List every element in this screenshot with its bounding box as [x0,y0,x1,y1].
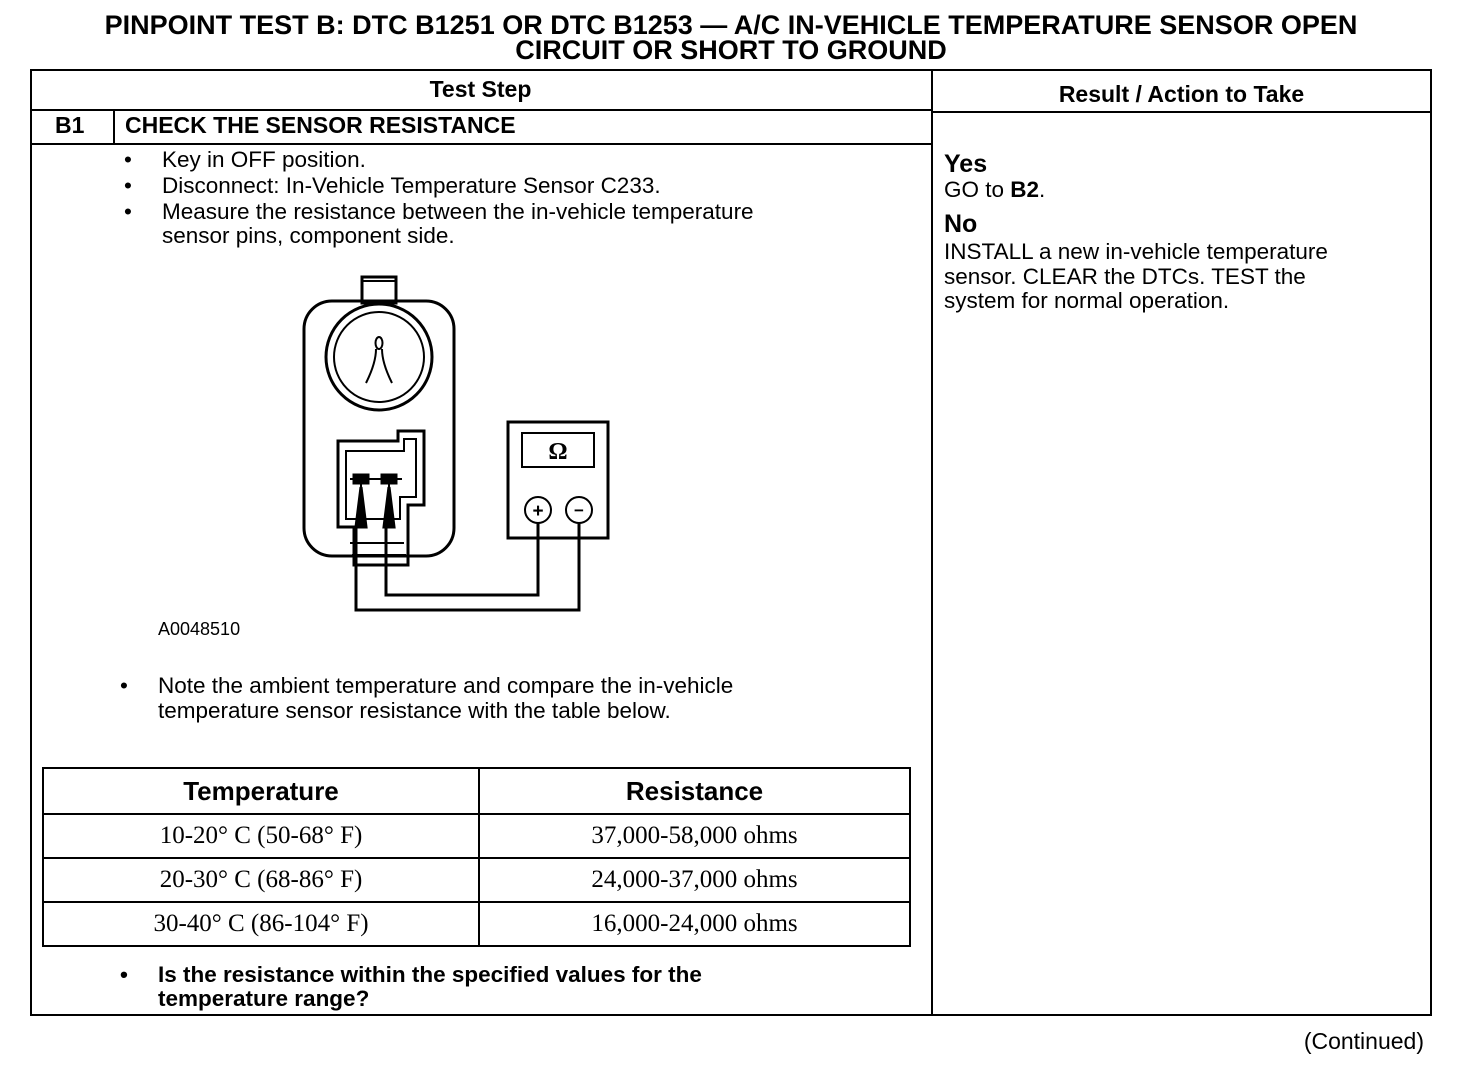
header-divider-left [30,109,931,111]
ohm-icon: Ω [548,439,568,465]
result-no-line: INSTALL a new in-vehicle temperature [944,239,1328,264]
instruction-text: temperature sensor resistance with the table below. [158,698,671,723]
instruction-text: Disconnect: In-Vehicle Temperature Sensor C233. [162,173,661,198]
table-row [43,902,910,946]
instruction-text: Note the ambient temperature and compare the in-vehicle [158,673,734,698]
page-title-line-2: CIRCUIT OR SHORT TO GROUND [515,35,947,65]
figure-label: A0048510 [158,619,241,639]
result-header: Result / Action to Take [1058,81,1305,107]
plus-icon: + [532,501,544,522]
temperature-header: Temperature [43,768,479,814]
table-row [43,858,910,902]
temperature-cell: 10-20° C (50-68° F) [43,814,479,858]
question-text: Is the resistance within the specified values for the [158,962,702,987]
step-title: CHECK THE SENSOR RESISTANCE [125,112,516,138]
probe-positive [356,487,366,527]
test-step-header: Test Step [429,76,532,102]
resistance-cell: 16,000-24,000 ohms [479,902,910,946]
result-no-line: sensor. CLEAR the DTCs. TEST the [944,264,1306,289]
sensor-dial [326,304,432,410]
page-title-line-1: PINPOINT TEST B: DTC B1251 OR DTC B1253 — A/C IN-VEHICLE TEMPERATURE SENSOR OPEN [104,10,1358,40]
instruction-text: Measure the resistance between the in-vehicle temperature [162,199,754,224]
bullet: • [120,962,128,987]
step-id-divider [113,109,115,145]
result-yes-prefix: GO to [944,177,1011,202]
minus-icon: − [574,501,584,520]
resistance-cell: 37,000-58,000 ohms [479,814,910,858]
result-yes-heading: Yes [944,150,988,178]
result-yes-suffix: . [1039,177,1046,202]
instruction-text: Key in OFF position. [162,147,366,172]
result-no-line: system for normal operation. [944,288,1230,313]
sensor-body [304,301,454,556]
bullet: • [124,173,132,198]
result-no-heading: No [944,210,978,238]
header-divider-right [931,111,1432,113]
step-title-divider [30,143,931,145]
step-id: B1 [55,112,85,138]
spec-table-header-row [43,768,910,814]
instruction-text: sensor pins, component side. [162,223,455,248]
bullet: • [120,673,128,698]
bullet: • [124,199,132,224]
table-row [43,814,910,858]
resistance-cell: 24,000-37,000 ohms [479,858,910,902]
column-divider [931,69,933,1016]
question-text: temperature range? [158,986,370,1011]
result-yes-target: B2 [1010,177,1040,202]
probe-negative [384,487,394,527]
resistance-header: Resistance [479,768,910,814]
temperature-cell: 20-30° C (68-86° F) [43,858,479,902]
sensor-ohmmeter-diagram [290,265,620,620]
resistance-spec-table [42,767,911,947]
temperature-cell: 30-40° C (86-104° F) [43,902,479,946]
result-yes-action [944,177,1045,202]
continued-label: (Continued) [1303,1028,1424,1054]
bullet: • [124,147,132,172]
